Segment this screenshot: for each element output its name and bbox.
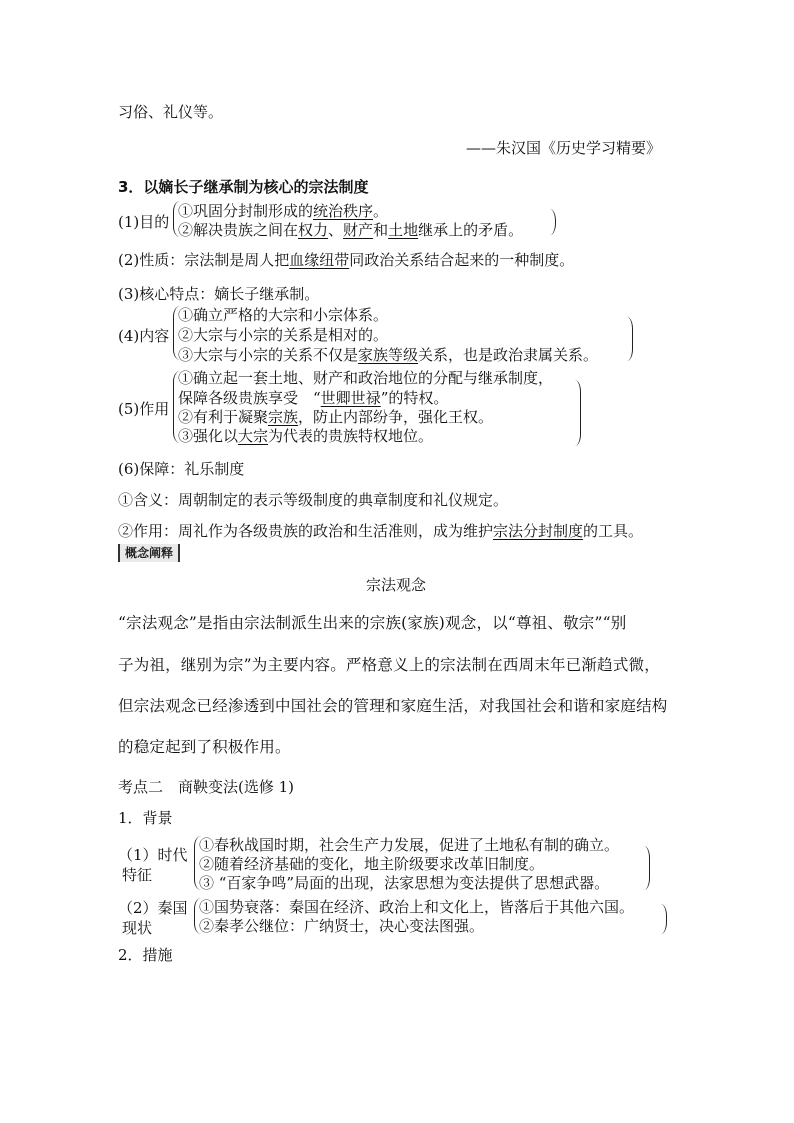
attribution: ——朱汉国《历史学习精要》 [466,139,662,157]
measures-heading: 2．措施 [118,946,173,964]
nature-line: (2)性质：宗法制是周人把血缘纽带同政治关系结合起来的一种制度。 [118,251,575,269]
qin-item-1: ①国势衰落：秦国在经济、政治上和文化上，皆落后于其他六国。 [199,898,635,916]
purpose-brace-right [549,209,556,235]
feature-line: (3)核心特点：嫡长子继承制。 [118,285,320,303]
concept-line-1: “宗法观念”是指由宗法制派生出来的宗族(家族)观念，以“尊祖、敬宗”“别 [118,614,627,632]
era-item-2: ②随着经济基础的变化，地主阶级要求改革旧制度。 [199,855,545,873]
effect-item-1b: 保障各级贵族享受 “世卿世禄”的特权。 [178,389,449,407]
concept-line-2: 子为祖，继别为宗”为主要内容。严格意义上的宗法制在西周末年已渐趋式微， [118,656,660,674]
content-item-3: ③大宗与小宗的关系不仅是家族等级关系，也是政治隶属关系。 [178,346,599,364]
concept-tag: 概念阐释 [118,544,180,562]
era-item-1: ①春秋战国时期，社会生产力发展，促进了土地私有制的确立。 [199,836,620,854]
qin-label-2: 现状 [122,919,153,937]
purpose-item-2: ②解决贵族之间在权力、财产和土地继承上的矛盾。 [178,221,524,239]
purpose-item-1: ①巩固分封制形成的统治秩序。 [178,202,389,220]
era-label-2: 特征 [122,866,153,884]
concept-title: 宗法观念 [366,576,427,594]
concept-line-3: 但宗法观念已经渗透到中国社会的管理和家庭生活，对我国社会和谐和家庭结构 [118,697,668,715]
era-item-3: ③ “百家争鸣”局面的出现，法家思想为变法提供了思想武器。 [199,874,610,892]
background-heading: 1．背景 [118,809,173,827]
qin-brace-right [660,904,667,934]
content-brace-right [626,317,633,361]
era-brace-right [643,846,650,890]
section3-heading: 3．以嫡长子继承制为核心的宗法制度 [118,178,369,196]
effect-item-2: ②有利于凝聚宗族，防止内部纷争，强化王权。 [178,408,494,426]
qin-item-2: ②秦孝公继位：广纳贤士，决心变法图强。 [199,917,485,935]
meaning-line: ①含义：周朝制定的表示等级制度的典章制度和礼仪规定。 [118,491,509,509]
qin-label-1: （2）秦国 [118,899,188,917]
content-item-2: ②大宗与小宗的关系是相对的。 [178,326,389,344]
purpose-label: (1)目的 [118,213,170,231]
concept-line-4: 的稳定起到了积极作用。 [118,738,291,756]
continuation-text: 习俗、礼仪等。 [118,103,224,121]
effect-brace-right [574,380,581,446]
effect-item-1: ①确立起一套土地、财产和政治地位的分配与继承制度， [178,369,554,387]
guarantee-line: (6)保障：礼乐制度 [118,460,245,478]
content-label: (4)内容 [118,327,170,345]
function-line: ②作用：周礼作为各级贵族的政治和生活准则，成为维护宗法分封制度的工具。 [118,522,644,540]
effect-label: (5)作用 [118,400,170,418]
era-label-1: （1）时代 [118,846,188,864]
effect-item-3: ③强化以大宗为代表的贵族特权地位。 [178,427,434,445]
point2-heading: 考点二 商鞅变法(选修 1) [118,778,295,796]
content-item-1: ①确立严格的大宗和小宗体系。 [178,306,389,324]
